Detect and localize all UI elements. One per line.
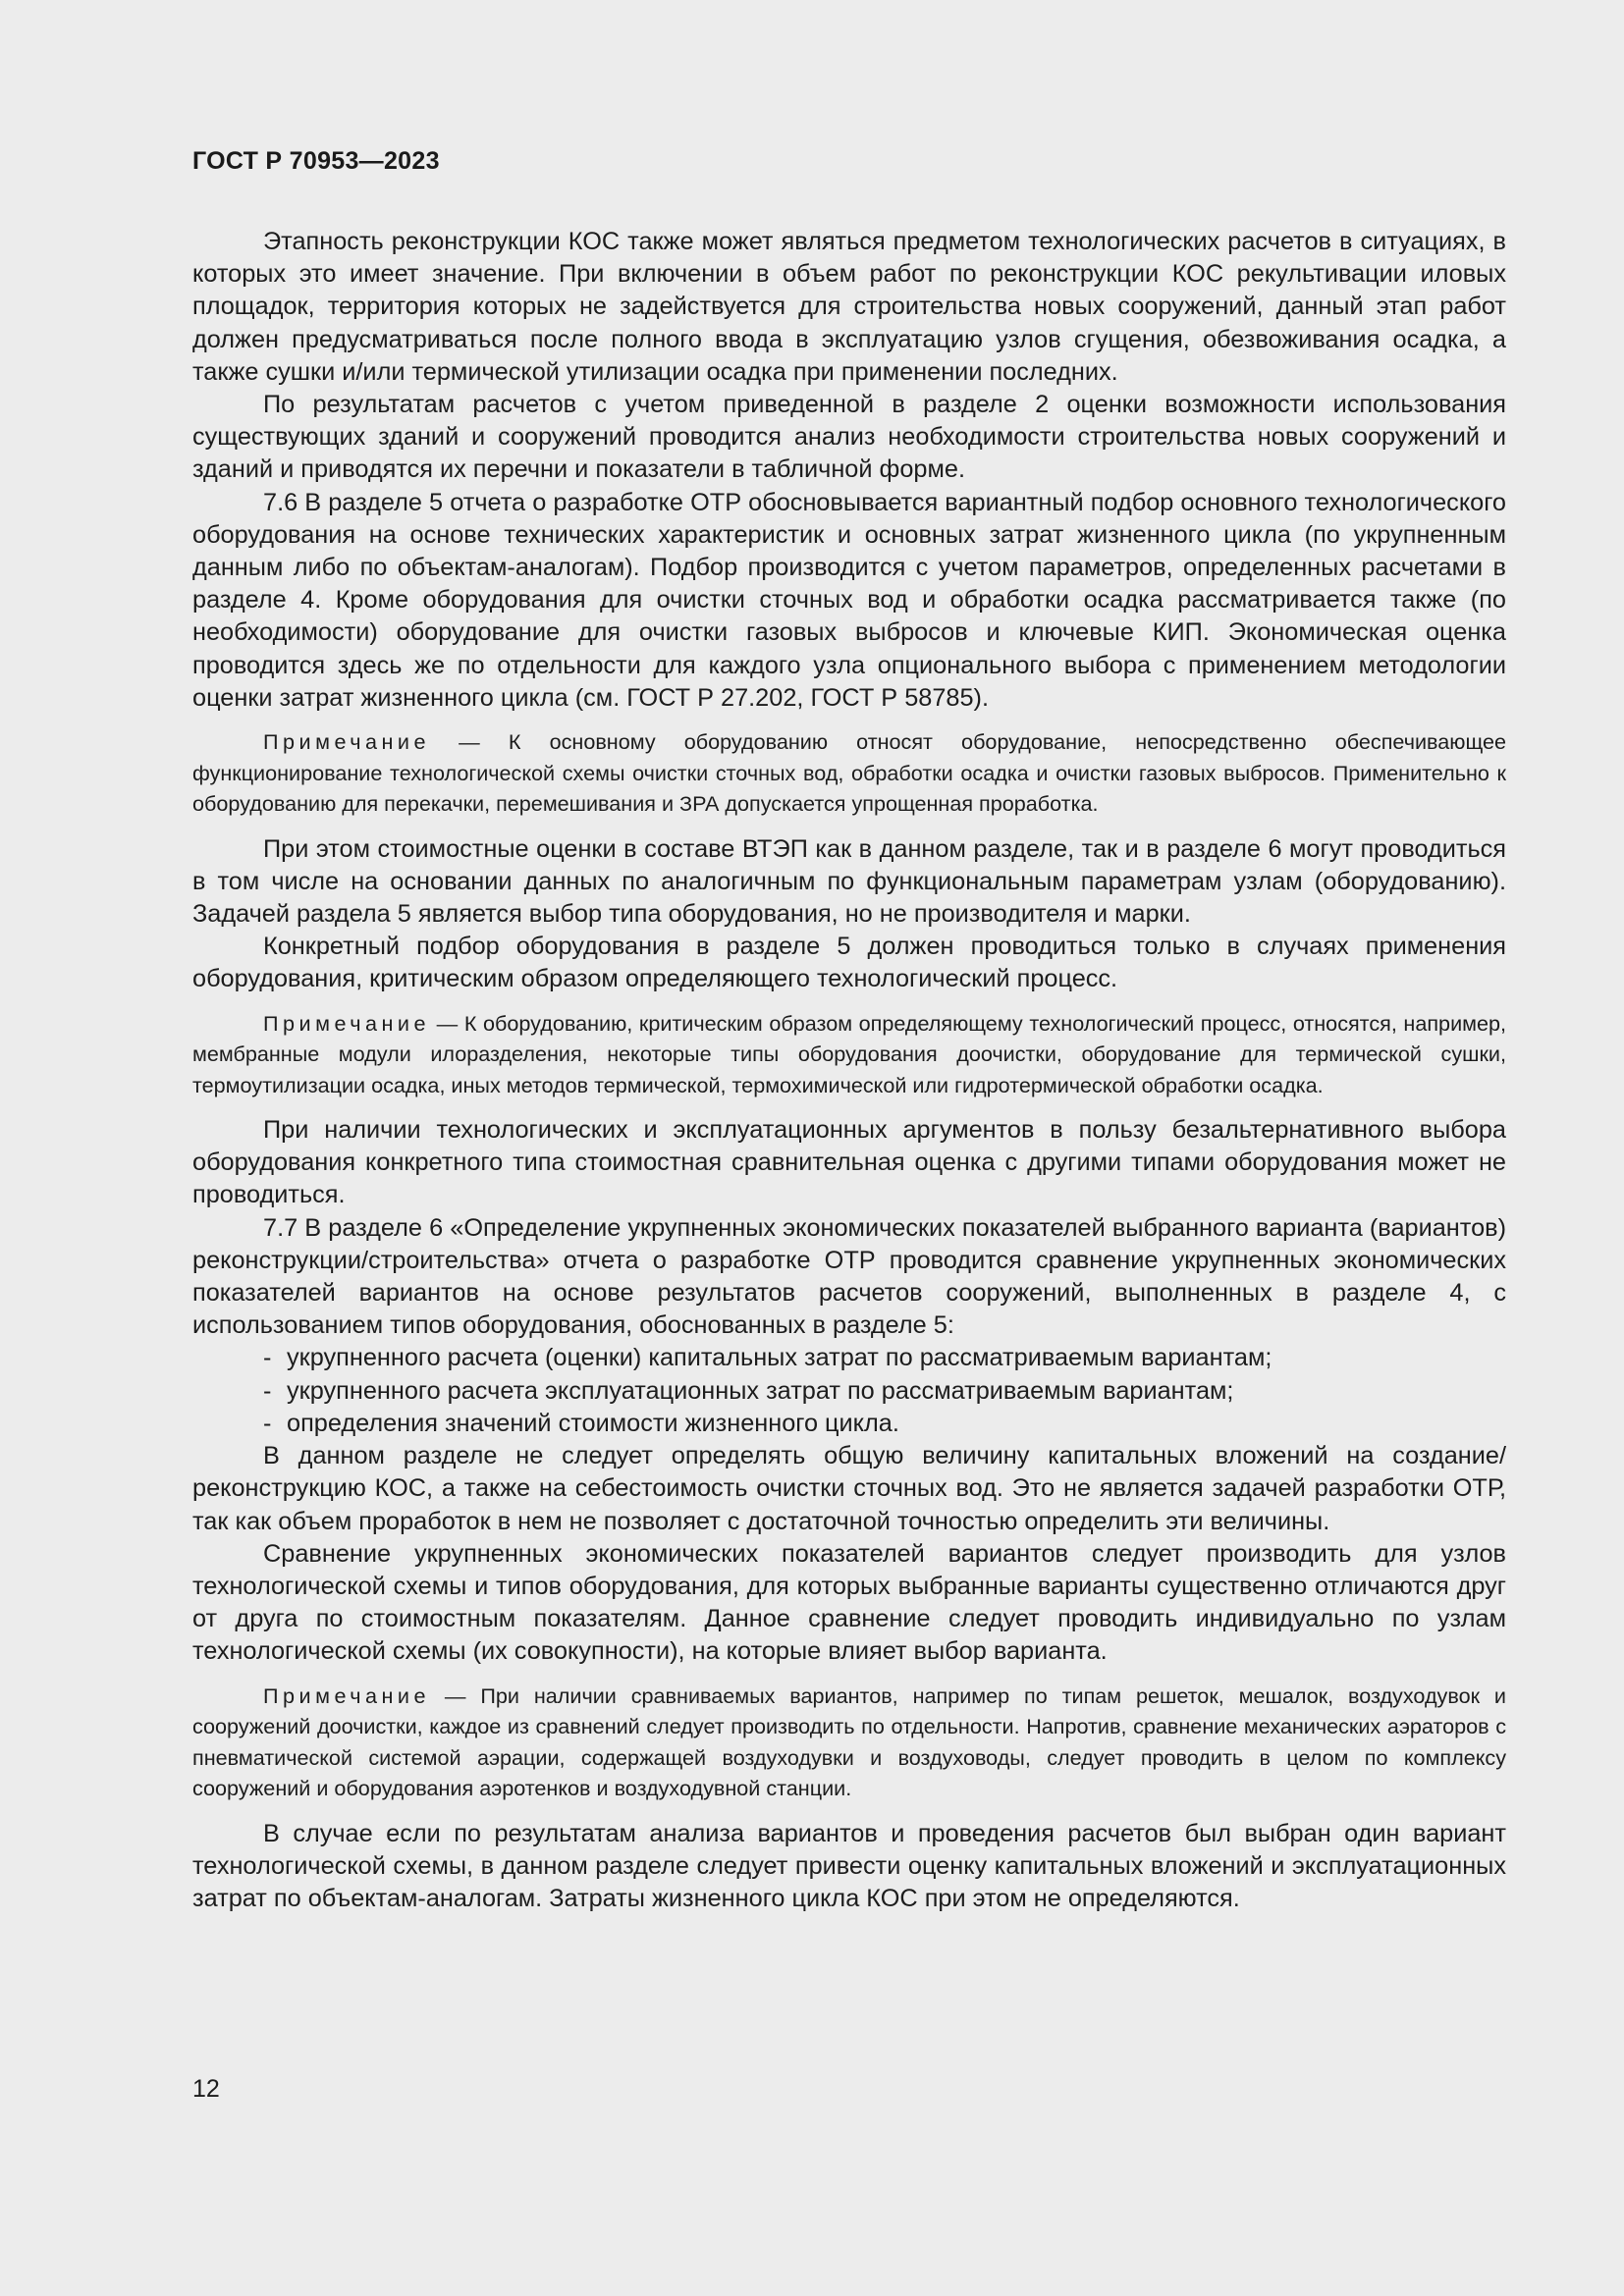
list-dash: -	[263, 1409, 272, 1437]
note-variant-comparison	[192, 1681, 1506, 1804]
note-text: — К основному оборудованию относят оборудование, непосредственно обеспечивающее функционирование технологической схемы очистки сточных вод, обработки осадка и очистки газовых выбросов. Применительно к оборудованию для перекачки, перемешивания и ЗРА допускается упрощенная проработка.	[192, 729, 1506, 817]
paragraph-comparison-by-nodes: Сравнение укрупненных экономических показателей вариантов следует производить для узлов технологической схемы и типов оборудования, для которых выбранные варианты существенно отличаются друг от друга по стоимостным показателям. Данное сравнение следует проводить индивидуально по узлам технологической схемы (их совокупности), на которые влияет выбор варианта.	[192, 1539, 1506, 1666]
list-item-lifecycle-cost: - определения значений стоимости жизненного цикла.	[192, 1408, 1506, 1440]
note-critical-equipment	[192, 1008, 1506, 1101]
document-body	[192, 226, 1506, 1915]
note-label: Примечание	[263, 729, 430, 755]
list-dash: -	[263, 1376, 272, 1405]
list-item-capital-costs: - укрупненного расчета (оценки) капитальных затрат по рассматриваемым вариантам;	[192, 1342, 1506, 1374]
economic-indicators-list	[192, 1342, 1506, 1440]
note-main-equipment	[192, 726, 1506, 820]
list-item-operating-costs: - укрупненного расчета эксплуатационных затрат по рассматриваемым вариантам;	[192, 1375, 1506, 1408]
document-standard-header: ГОСТ Р 70953—2023	[192, 147, 440, 175]
page-number: 12	[192, 2075, 220, 2103]
note-label: Примечание	[263, 1682, 430, 1708]
list-dash: -	[263, 1344, 272, 1372]
paragraph-section-7-7: 7.7 В разделе 6 «Определение укрупненных экономических показателей выбранного варианта (вариантов) реконструкции/строительства» отчета о разработке ОТР проводится сравнение укрупненных экономических показателей вариантов на основе результатов расчетов сооружений, выполненных в разделе 4, с использованием типов оборудования, обоснованных в разделе 5:	[192, 1213, 1506, 1340]
note-label: Примечание	[263, 1010, 430, 1036]
paragraph-capital-investment-exclusion: В данном разделе не следует определять общую величину капитальных вложений на создание/реконструкцию КОС, а также на себестоимость очистки сточных вод. Это не является задачей разработки ОТР, так как объем проработок в нем не позволяет с достаточной точностью определить эти величины.	[192, 1442, 1506, 1535]
paragraph-specific-equipment-selection: Конкретный подбор оборудования в разделе 5 должен проводиться только в случаях применения оборудования, критическим образом определяющего технологический процесс.	[192, 933, 1506, 993]
note-text: — При наличии сравниваемых вариантов, например по типам решеток, мешалок, воздуходувок и сооружений доочистки, каждое из сравнений следует производить по отдельности. Напротив, сравнение механических аэраторов с пневматической системой аэрации, содержащей воздуходувки и воздуховоды, следует проводить в целом по комплексу сооружений и оборудования аэротенков и воздуходувной станции.	[192, 1682, 1506, 1801]
paragraph-section-7-6: 7.6 В разделе 5 отчета о разработке ОТР обосновывается вариантный подбор основного технологического оборудования на основе технических характеристик и основных затрат жизненного цикла (по укрупненным данным либо по объектам-аналогам). Подбор производится с учетом параметров, определенных расчетами в разделе 4. Кроме оборудования для очистки сточных вод и обработки осадка рассматривается также (по необходимости) оборудование для очистки газовых выбросов и ключевые КИП. Экономическая оценка проводится здесь же по отдельности для каждого узла опционального выбора с применением методологии оценки затрат жизненного цикла (см. ГОСТ Р 27.202, ГОСТ Р 58785).	[192, 488, 1506, 712]
paragraph-cost-estimates: При этом стоимостные оценки в составе ВТЭП как в данном разделе, так и в разделе 6 могут проводиться в том числе на основании данных по аналогичным по функциональным параметрам узлам (оборудованию). Задачей раздела 5 является выбор типа оборудования, но не производителя и марки.	[192, 834, 1506, 928]
paragraph-single-variant-case: В случае если по результатам анализа вариантов и проведения расчетов был выбран один вариант технологической схемы, в данном разделе следует привести оценку капитальных вложений и эксплуатационных затрат по объектам-аналогам. Затраты жизненного цикла КОС при этом не определяются.	[192, 1819, 1506, 1912]
note-text: — К оборудованию, критическим образом определяющему технологический процесс, относятся, например, мембранные модули илоразделения, некоторые типы оборудования доочистки, оборудование для термической сушки, термоутилизации осадка, иных методов термической, термохимической или гидротермической обработки осадка.	[192, 1010, 1506, 1097]
paragraph-reconstruction-stages: Этапность реконструкции КОС также может являться предметом технологических расчетов в ситуациях, в которых это имеет значение. При включении в объем работ по реконструкции КОС рекультивации иловых площадок, территория которых не задействуется для строительства новых сооружений, данный этап работ должен предусматриваться после полного ввода в эксплуатацию узлов сгущения, обезвоживания осадка, а также сушки и/или термической утилизации осадка при применении последних.	[192, 228, 1506, 386]
paragraph-existing-buildings-analysis: По результатам расчетов с учетом приведенной в разделе 2 оценки возможности использования существующих зданий и сооружений проводится анализ необходимости строительства новых сооружений и зданий и приводятся их перечни и показатели в табличной форме.	[192, 391, 1506, 484]
paragraph-no-alternative-selection: При наличии технологических и эксплуатационных аргументов в пользу безальтернативного выбора оборудования конкретного типа стоимостная сравнительная оценка с другими типами оборудования может не проводиться.	[192, 1116, 1506, 1209]
